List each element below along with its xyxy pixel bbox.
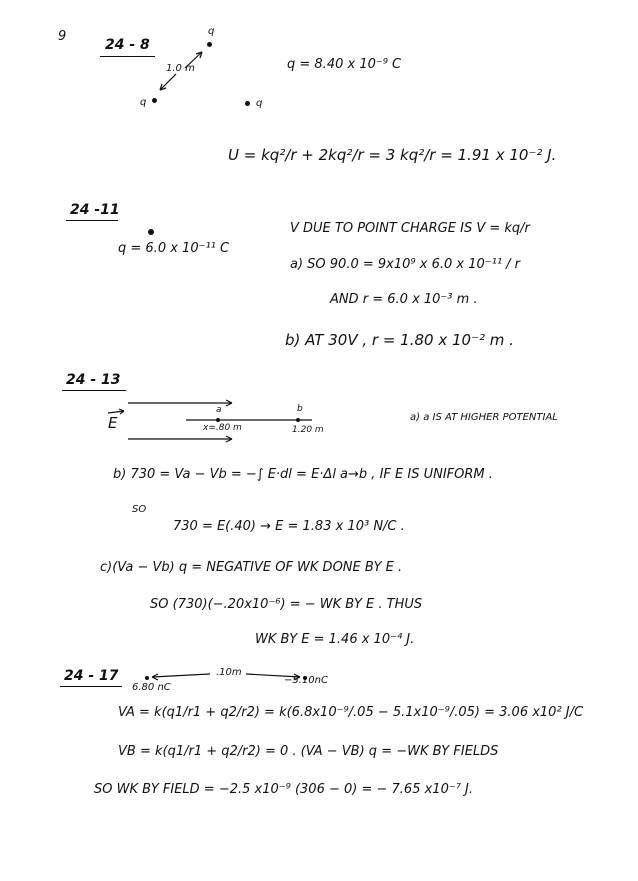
field-result: 730 = E(.40) → E = 1.83 x 10³ N/C . (173, 519, 405, 534)
work-result: WK BY E = 1.46 x 10⁻⁴ J. (255, 632, 415, 647)
page-number: 9 (58, 29, 67, 44)
part-b-equation: b) 730 = Va − Vb = −∫ E·dl = E·Δl a→b , IF E IS UNIFORM . (113, 467, 493, 482)
charge2-label: −5.10nC (284, 675, 328, 686)
separation-label: .10m (216, 667, 242, 678)
position-a: x=.80 m (203, 423, 242, 433)
so-label: SO (132, 504, 147, 515)
problem-heading-24-13: 24 - 13 (66, 372, 121, 388)
work-equation: SO (730)(−.20x10⁻⁶) = − WK BY E . THUS (150, 597, 423, 612)
charge-label-right: q (256, 98, 263, 109)
point-b-label: b (297, 404, 303, 414)
given-charge: q = 6.0 x 10⁻¹¹ C (118, 241, 230, 256)
charge-label-left: q (140, 97, 147, 108)
vb-equation: VB = k(q1/r1 + q2/r2) = 0 . (VA − VB) q = −WK BY FIELDS (118, 744, 499, 759)
problem-heading-24-8: 24 - 8 (105, 37, 150, 53)
charge1-label: 6.80 nC (132, 682, 171, 693)
field-arrows (108, 400, 312, 442)
part-c-statement: c)(Va − Vb) q = NEGATIVE OF WK DONE BY E . (100, 560, 403, 575)
va-equation: VA = k(q1/r1 + q2/r2) = k(6.8x10⁻⁹/.05 − 5.1x10⁻⁹/.05) = 3.06 x10² J/C (118, 705, 584, 720)
distance-arrow (160, 52, 202, 90)
final-work: SO WK BY FIELD = −2.5 x10⁻⁹ (306 − 0) = − 7.65 x10⁻⁷ J. (94, 782, 474, 797)
part-a-result: AND r = 6.0 x 10⁻³ m . (330, 292, 478, 307)
part-a-equation: a) SO 90.0 = 9x10⁹ x 6.0 x 10⁻¹¹ / r (290, 257, 521, 272)
given-charge: q = 8.40 x 10⁻⁹ C (287, 57, 402, 72)
part-b-result: b) AT 30V , r = 1.80 x 10⁻² m . (285, 331, 514, 349)
field-symbol: E (108, 414, 118, 432)
separation-arrow (152, 674, 300, 680)
distance-label: 1.0 m (166, 63, 195, 74)
potential-formula: V DUE TO POINT CHARGE IS V = kq/r (290, 221, 530, 236)
problem-heading-24-17: 24 - 17 (64, 668, 119, 684)
charge-label-top: q (208, 26, 215, 37)
position-b: 1.20 m (292, 425, 324, 435)
problem-heading-24-11: 24 -11 (70, 202, 120, 218)
energy-equation: U = kq²/r + 2kq²/r = 3 kq²/r = 1.91 x 10⁻² J. (228, 146, 557, 164)
part-a-answer: a) a IS AT HIGHER POTENTIAL (410, 412, 558, 423)
point-a-label: a (216, 405, 222, 415)
